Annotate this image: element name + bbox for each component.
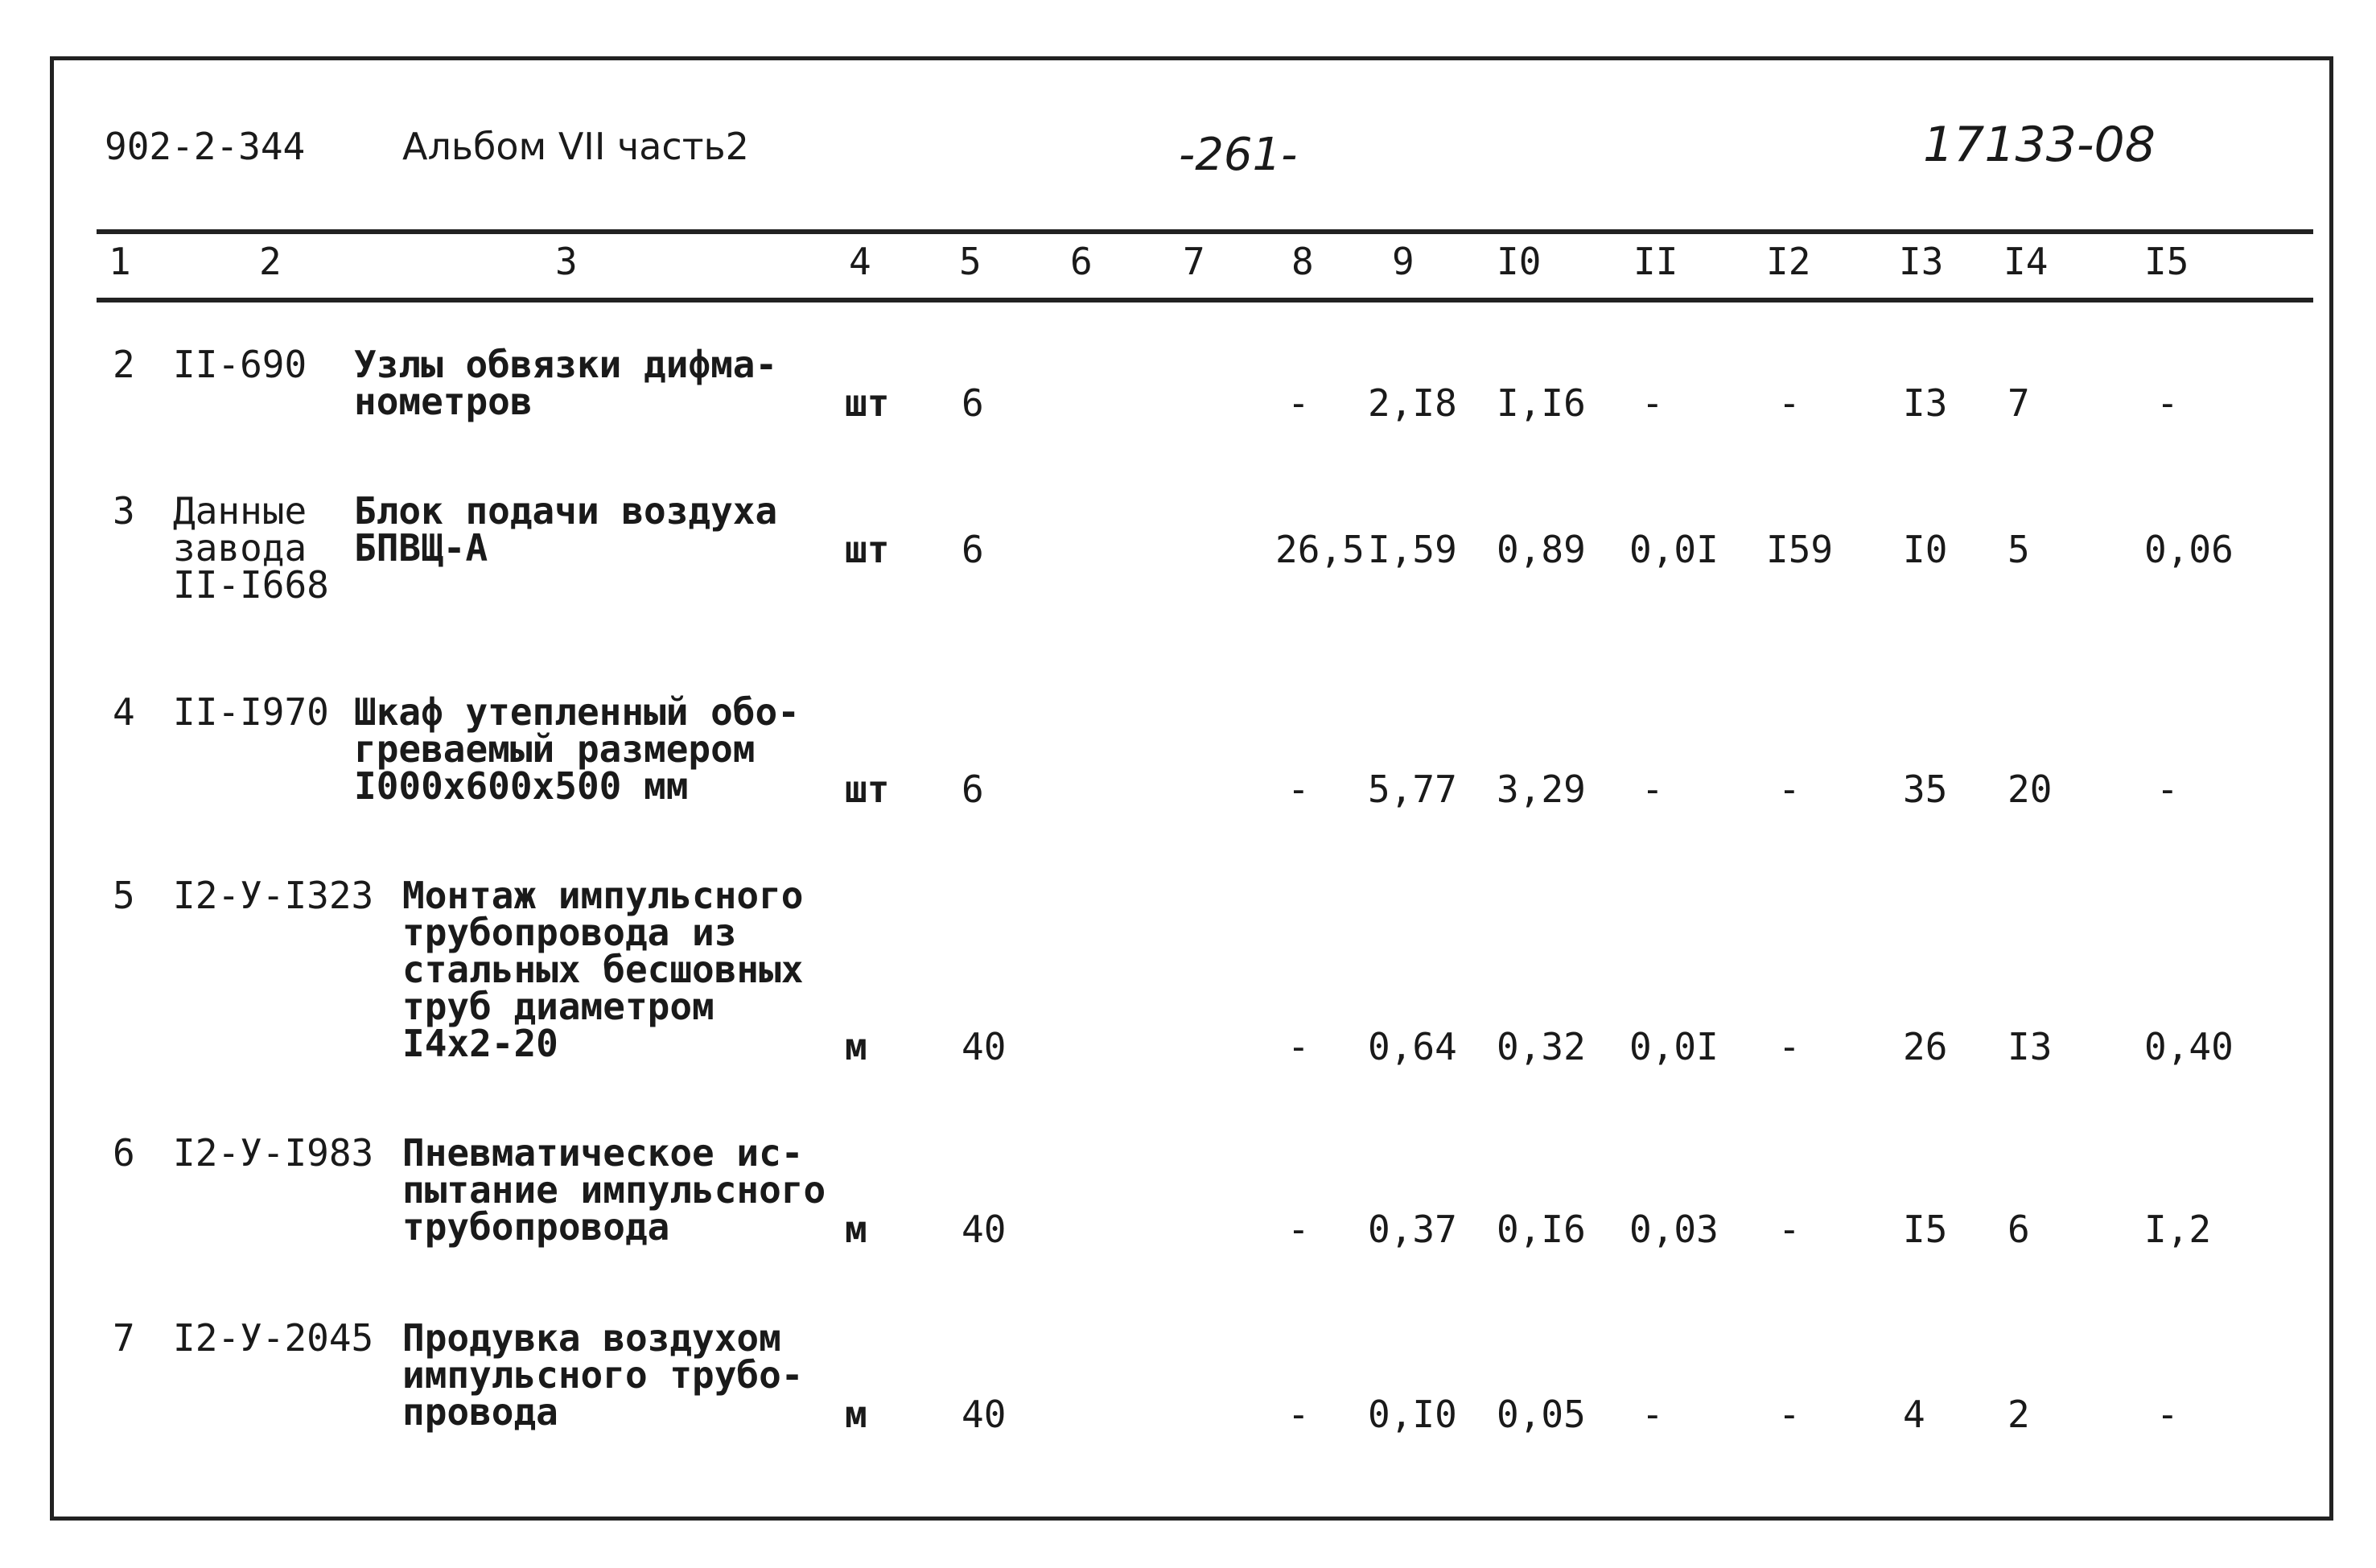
column-number: 3 [555, 240, 578, 283]
sheet-code: 17133-08 [1923, 117, 2156, 173]
row-value-col8: - [1287, 1025, 1310, 1068]
row-code: I2-У-I323 [173, 874, 374, 917]
row-unit: м [845, 1025, 867, 1068]
row-value-col8: - [1287, 381, 1310, 425]
row-value-col13: I3 [1903, 381, 1948, 425]
row-value-col9: 0,37 [1368, 1208, 1457, 1251]
row-qty: 40 [962, 1025, 1007, 1068]
row-code: II-I668 [173, 563, 329, 607]
row-value-col10: 3,29 [1497, 768, 1586, 811]
row-name: трубопровода из [402, 911, 737, 954]
row-value-col9: 0,I0 [1368, 1393, 1457, 1436]
page-number: -261- [1179, 129, 1298, 181]
row-name: пытание импульсного [402, 1168, 826, 1212]
row-value-col15: - [2156, 768, 2179, 811]
column-number: 1 [109, 240, 131, 283]
column-number: 9 [1392, 240, 1414, 283]
row-name: I000x600x500 мм [354, 764, 689, 808]
column-number: I4 [2003, 240, 2049, 283]
row-number: 5 [113, 874, 135, 917]
row-value-col12: - [1778, 1393, 1801, 1436]
column-number: I5 [2144, 240, 2189, 283]
header-rule-top [97, 229, 2313, 234]
row-name: провода [402, 1390, 558, 1434]
frame-bottom-border [50, 1517, 2333, 1521]
row-code: II-690 [173, 343, 307, 386]
row-number: 6 [113, 1131, 135, 1175]
row-value-col12: - [1778, 768, 1801, 811]
row-value-col11: 0,03 [1629, 1208, 1719, 1251]
row-value-col8: - [1287, 768, 1310, 811]
row-name: Блок подачи воздуха [354, 489, 778, 533]
row-value-col14: 7 [2007, 381, 2030, 425]
row-name: Шкаф утепленный обо- [354, 690, 800, 734]
row-value-col13: I5 [1903, 1208, 1948, 1251]
row-value-col9: I,59 [1368, 528, 1457, 571]
row-code: I2-У-2045 [173, 1316, 374, 1360]
row-value-col13: 35 [1903, 768, 1948, 811]
column-number: 4 [849, 240, 871, 283]
row-unit: шт [845, 768, 890, 811]
frame-top-border [50, 56, 2333, 60]
row-value-col14: 2 [2007, 1393, 2030, 1436]
frame-left-border [50, 56, 54, 1521]
row-name: труб диаметром [402, 985, 714, 1028]
row-value-col15: - [2156, 1393, 2179, 1436]
column-number: 6 [1070, 240, 1093, 283]
row-code: Данные [173, 489, 307, 533]
row-number: 7 [113, 1316, 135, 1360]
row-value-col10: 0,I6 [1497, 1208, 1586, 1251]
row-name: греваемый размером [354, 727, 756, 771]
row-value-col10: 0,05 [1497, 1393, 1586, 1436]
row-value-col10: 0,32 [1497, 1025, 1586, 1068]
row-value-col13: 4 [1903, 1393, 1925, 1436]
row-name: БПВЩ-А [354, 526, 488, 570]
row-value-col11: - [1641, 768, 1664, 811]
row-value-col8: 26,5 [1275, 528, 1365, 571]
row-value-col9: 2,I8 [1368, 381, 1457, 425]
row-value-col9: 0,64 [1368, 1025, 1457, 1068]
row-value-col14: I3 [2007, 1025, 2053, 1068]
row-value-col11: 0,0I [1629, 1025, 1719, 1068]
row-number: 2 [113, 343, 135, 386]
row-value-col10: I,I6 [1497, 381, 1586, 425]
row-value-col15: - [2156, 381, 2179, 425]
row-value-col12: - [1778, 1025, 1801, 1068]
row-value-col14: 20 [2007, 768, 2053, 811]
row-qty: 6 [962, 381, 984, 425]
header-rule-bottom [97, 298, 2313, 302]
column-number: 5 [959, 240, 982, 283]
row-value-col8: - [1287, 1393, 1310, 1436]
row-number: 4 [113, 690, 135, 734]
column-number: 2 [259, 240, 282, 283]
row-value-col12: - [1778, 1208, 1801, 1251]
row-qty: 40 [962, 1393, 1007, 1436]
row-unit: шт [845, 381, 890, 425]
row-value-col14: 5 [2007, 528, 2030, 571]
row-value-col12: - [1778, 381, 1801, 425]
row-unit: шт [845, 528, 890, 571]
row-name: Продувка воздухом [402, 1316, 781, 1360]
row-name: I4x2-20 [402, 1022, 558, 1065]
row-code: завода [173, 526, 307, 570]
row-unit: м [845, 1393, 867, 1436]
frame-right-border [2329, 56, 2333, 1521]
column-number: II [1633, 240, 1678, 283]
doc-code: 902-2-344 [105, 125, 306, 168]
row-value-col8: - [1287, 1208, 1310, 1251]
row-code: I2-У-I983 [173, 1131, 374, 1175]
column-number: 7 [1183, 240, 1205, 283]
row-value-col15: I,2 [2144, 1208, 2212, 1251]
row-name: Узлы обвязки дифма- [354, 343, 778, 386]
row-value-col11: 0,0I [1629, 528, 1719, 571]
row-value-col13: 26 [1903, 1025, 1948, 1068]
row-name: импульсного трубо- [402, 1353, 804, 1397]
row-value-col10: 0,89 [1497, 528, 1586, 571]
row-name: нометров [354, 380, 533, 423]
row-name: стальных бесшовных [402, 948, 804, 991]
row-code: II-I970 [173, 690, 329, 734]
column-number: I0 [1497, 240, 1542, 283]
column-number: 8 [1291, 240, 1314, 283]
row-qty: 6 [962, 528, 984, 571]
row-number: 3 [113, 489, 135, 533]
row-value-col14: 6 [2007, 1208, 2030, 1251]
album-title: Альбом VII часть2 [402, 125, 749, 168]
row-value-col9: 5,77 [1368, 768, 1457, 811]
column-number: I3 [1899, 240, 1944, 283]
row-qty: 6 [962, 768, 984, 811]
row-value-col11: - [1641, 381, 1664, 425]
row-name: Монтаж импульсного [402, 874, 804, 917]
row-value-col13: I0 [1903, 528, 1948, 571]
row-name: трубопровода [402, 1205, 670, 1249]
row-value-col12: I59 [1766, 528, 1834, 571]
row-qty: 40 [962, 1208, 1007, 1251]
row-value-col11: - [1641, 1393, 1664, 1436]
row-name: Пневматическое ис- [402, 1131, 804, 1175]
row-unit: м [845, 1208, 867, 1251]
column-number: I2 [1766, 240, 1811, 283]
row-value-col15: 0,06 [2144, 528, 2234, 571]
row-value-col15: 0,40 [2144, 1025, 2234, 1068]
